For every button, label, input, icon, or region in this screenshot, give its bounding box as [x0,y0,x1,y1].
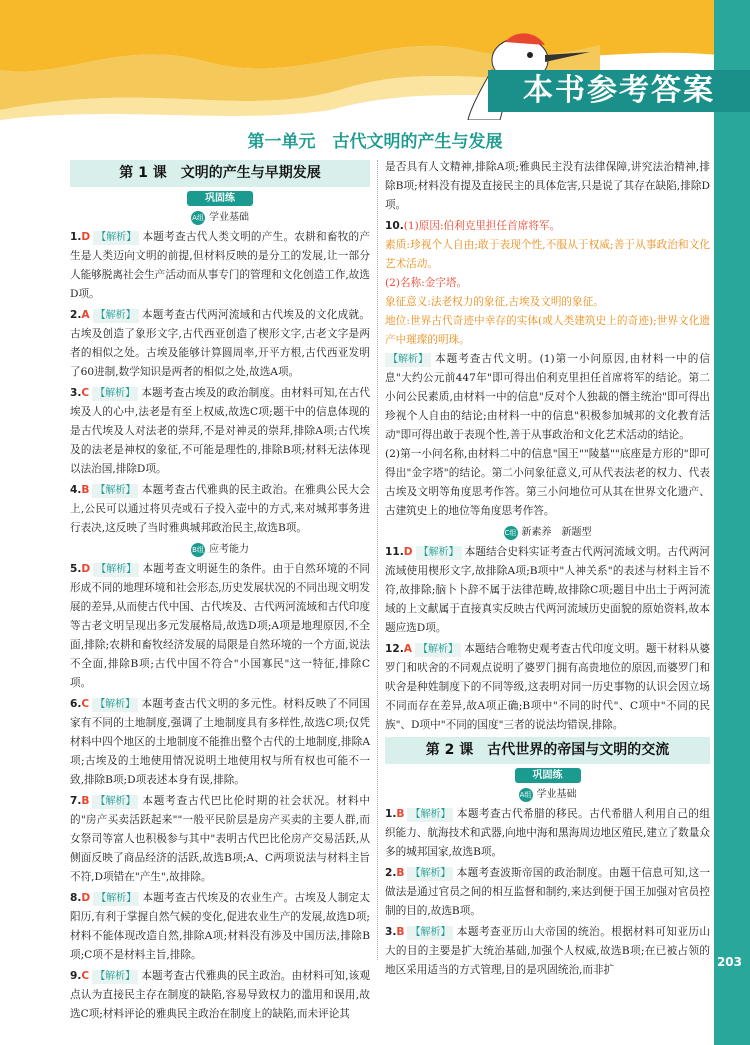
analysis-tag: 【解析】 [415,643,461,657]
item-number: 4. [70,484,82,496]
unit-title: 第一单元 古代文明的产生与发展 [247,132,503,152]
item-answer: B [396,808,405,820]
item-number: 2. [385,867,397,879]
item-number: 3. [385,926,397,938]
item-text: 本题考查古代两河流域和古代埃及的文化成就。古埃及创造了象形文字,古代西亚创造了楔形文字,古老文字是两者的相似之处。古埃及能够计算圆周率,开平方根,古代西亚发明了60进制,数学知识是两者的相似之处,故选A项。 [70,309,370,378]
practice-label: 巩固练 [187,191,253,206]
answer-item-3 [70,384,370,479]
analysis-tag: 【解析】 [93,309,139,323]
side-color-bar [714,0,750,1045]
item-number: 1. [70,231,82,243]
item-answer: C [81,698,90,710]
item-number: 12. [385,643,404,655]
answer-item-6 [70,695,370,790]
item-text: 本题考查古代人类文明的产生。农耕和畜牧的产生是人类迈向文明的前提,但材料反映的是分工的发展,让一部分人能够脱离社会生产活动而从事专门的管理和文化创造工作,故选D项。 [70,231,370,300]
item-text: 本题考查亚历山大帝国的统治。根据材料可知亚历山大的目的主要是扩大统治基础,加强个人权威,故选B项;在已被占领的地区采用适当的方式管理,目的是巩固统治,而非扩 [385,926,710,976]
item-answer: D [81,231,91,243]
answer-item-9-continued: 是否具有人文精神,排除A项;雅典民主没有法律保障,讲究法治精神,排除B项;材料没有提及直接民主的具体危害,只是说了其存在缺陷,排除D项。 [385,161,710,211]
level-a-badge: A组 [519,788,533,802]
item-answer: C [81,387,90,399]
item-10-answer-4: 象征意义:法老权力的象征,古埃及文明的象征。 [385,296,604,308]
item-number: 6. [70,698,82,710]
analysis-tag: 【解析】 [407,808,453,822]
item-answer: B [81,484,90,496]
analysis-tag: 【解析】 [92,387,138,401]
item-number: 1. [385,808,397,820]
answer-item-8 [70,889,370,965]
item-10-answer-2: 素质:珍视个人自由;敢于表现个性,不服从于权威;善于从事政治和文化艺术活动。 [385,239,710,270]
item-number: 3. [70,387,82,399]
practice-label: 巩固练 [515,768,581,783]
lesson2-item-3 [385,923,710,980]
page-number: 203 [716,955,742,969]
item-text: 本题考查古代雅典的民主政治。在雅典公民大会上,公民可以通过将贝壳或石子投入壶中的方式,来对城邦事务进行表决,这反映了当时雅典城邦政治民主,故选B项。 [70,484,370,534]
left-column [70,158,370,1026]
answer-item-9 [70,967,370,1024]
level-a-label: 学业基础 [536,789,577,800]
analysis-tag: 【解析】 [92,698,138,712]
level-a-heading [385,785,710,804]
right-column [385,158,710,982]
item-number: 8. [70,892,82,904]
item-text: 本题考查古代雅典的民主政治。由材料可知,该观点认为直接民主存在制度的缺陷,容易导致权力的滥用和误用,故选C项;材料评论的雅典民主政治在制度上的缺陷,而未评论其 [70,970,370,1020]
item-answer: A [403,643,412,655]
answer-item-5 [70,560,370,693]
level-b-label: 应考能力 [209,544,249,555]
item-text: 本题考查古代文明的多元性。材料反映了不同国家有不同的土地制度,强调了土地制度具有多样性,故选C项;仅凭材料中四个地区的土地制度不能推出整个古代的土地制度,排除A项;古埃及的土地使用情况说明土地使用权与所有权也可能不一致,排除B项;D项表述本身有误,排除。 [70,698,370,786]
level-a-label: 学业基础 [209,212,249,223]
item-10-answer-1: (1)原因:伯利克里担任首席将军。 [403,220,561,232]
level-c-badge: C组 [504,526,518,540]
item-number: 5. [70,563,82,575]
answer-item-7 [70,792,370,887]
item-text: 本题考查古代巴比伦时期的社会状况。材料中的"房产买卖活跃起来""一般平民阶层是房产买卖的主要人群,而女祭司等富人也积极参与其中"表明古代巴比伦房产交易活跃,从侧面反映了商品经济的活跃,故选B项;A、C两项说法与材料主旨不符,D项错在"产生",故排除。 [70,795,370,883]
lesson2-heading: 第 2 课 古代世界的帝国与文明的交流 [385,737,710,764]
analysis-tag: 【解析】 [92,795,138,809]
item-answer: B [396,867,405,879]
answer-item-1 [70,228,370,304]
lesson2-item-1 [385,805,710,862]
analysis-tag: 【解析】 [385,353,431,367]
item-answer: C [81,970,90,982]
level-b-heading [70,540,370,559]
item-text: 本题考查古代文明。(1)第一小问原因,由材料一中的信息"大约公元前447年"即可得出伯利克里担任首席将军的结论。第二小问公民素质,由材料一中的信息"反对个人独裁的僭主统治"即可得出珍视个人自由的结论;由材料一中的信息"积极参加城邦的文化教育活动"即可得出敢于表现个性,善于从事政治和文化艺术活动的结论。 [385,353,710,441]
answer-item-4 [70,481,370,538]
item-text: 本题结合唯物史观考查古代印度文明。题干材料从婆罗门和吠舍的不同观点说明了婆罗门拥有高贵地位的原因,而婆罗门和吠舍是种姓制度下的不同等级,这表明对同一历史事物的认识会因立场不同而存在差异,故A项正确;B项中"不同的时代"、C项中"不同的民族"、D项中"不同的国度"三者的说法均错误,排除。 [385,643,710,731]
item-10-answer-3: (2)名称:金字塔。 [385,277,468,289]
item-answer: D [81,892,91,904]
item-number: 9. [70,970,82,982]
level-c-label: 新素养 新题型 [521,527,592,538]
lesson2-item-2 [385,864,710,921]
level-a-badge: A组 [191,211,205,225]
item-answer: A [81,309,90,321]
item-answer: D [81,563,91,575]
item-text: 本题考查波斯帝国的政治制度。由题干信息可知,这一做法是通过官员之间的相互监督和制约,来达到便于国王加强对官员控制的目的,故选B项。 [385,867,710,917]
level-b-badge: B组 [191,543,205,557]
item-text: 本题考查文明诞生的条件。由于自然环境的不同形成不同的地理环境和社会形态,历史发展状况的不同出现文明发展的差异,从而使古代中国、古代埃及、古代两河流域和古代印度等古老文明呈现出多元发展格局,故选D项;A项是地理原因,不全面,排除;农耕和畜牧经济发展的局限是自然环境的一个方面,说法不全面,排除B项;古代中国不符合"小国寡民"这一特征,排除C项。 [70,563,370,689]
column-divider [377,160,378,960]
analysis-tag: 【解析】 [407,926,453,940]
item-number: 7. [70,795,82,807]
answer-item-11 [385,543,710,638]
analysis-tag: 【解析】 [92,484,138,498]
answer-item-2 [70,306,370,382]
item-text: 本题考查古代埃及的农业生产。古埃及人制定太阳历,有利于掌握自然气候的变化,促进农业生产的发展,故选D项;材料不能体现改造自然,排除A项;材料没有涉及中国历法,排除B项;C项不是材料主旨,排除。 [70,892,370,961]
lesson1-heading: 第 1 课 文明的产生与早期发展 [70,160,370,187]
answer-item-12 [385,640,710,735]
analysis-tag: 【解析】 [93,563,139,577]
item-number: 11. [385,546,404,558]
level-c-heading [385,523,710,542]
answer-item-10 [385,217,710,521]
analysis-tag: 【解析】 [93,892,139,906]
item-text-2: (2)第一小问名称,由材料二中的信息"国王""陵墓""底座是方形的"即可得出"金字塔"的结论。第二小问象征意义,可从代表法老的权力、代表古埃及文明等角度思考作答。第三小问地位可从其在世界文化遗产、古建筑史上的地位等角度思考作答。 [385,448,710,517]
item-answer: B [396,926,405,938]
book-answers-title: 本书参考答案 [488,70,750,112]
item-number: 2. [70,309,82,321]
item-answer: B [81,795,90,807]
item-text: 本题考查古埃及的政治制度。由材料可知,在古代埃及人的心中,法老是有至上权威,故选C项;题干中的信息体现的是古代埃及人对法老的崇拜,不是对神灵的崇拜,排除A项;古代埃及的法老是神权的象征,不可能是理性的,排除B项;材料无法体现以法治国,排除D项。 [70,387,370,475]
item-answer: D [403,546,413,558]
analysis-tag: 【解析】 [407,867,453,881]
item-text: 本题考查古代希腊的移民。古代希腊人利用自己的组织能力、航海技术和武器,向地中海和黑海周边地区殖民,建立了数量众多的城邦国家,故选B项。 [385,808,710,858]
item-number: 10. [385,220,404,232]
analysis-tag: 【解析】 [92,970,138,984]
item-10-answer-5: 地位:世界古代奇迹中幸存的实体(或人类建筑史上的奇迹);世界文化遗产中璀璨的明珠。 [385,315,710,346]
level-a-heading [70,208,370,227]
analysis-tag: 【解析】 [416,546,462,560]
item-text: 本题结合史料实证考查古代两河流域文明。古代两河流域使用楔形文字,故排除A项;B项中"人神关系"的表述与材料主旨不符,故排除;脑卜卜辞不属于法律范畴,故排除C项;题目中出土于两河流域的上文献属于直接真实反映古代两河流域历史面貌的原始资料,故本题应选D项。 [385,546,710,634]
analysis-tag: 【解析】 [93,231,139,245]
